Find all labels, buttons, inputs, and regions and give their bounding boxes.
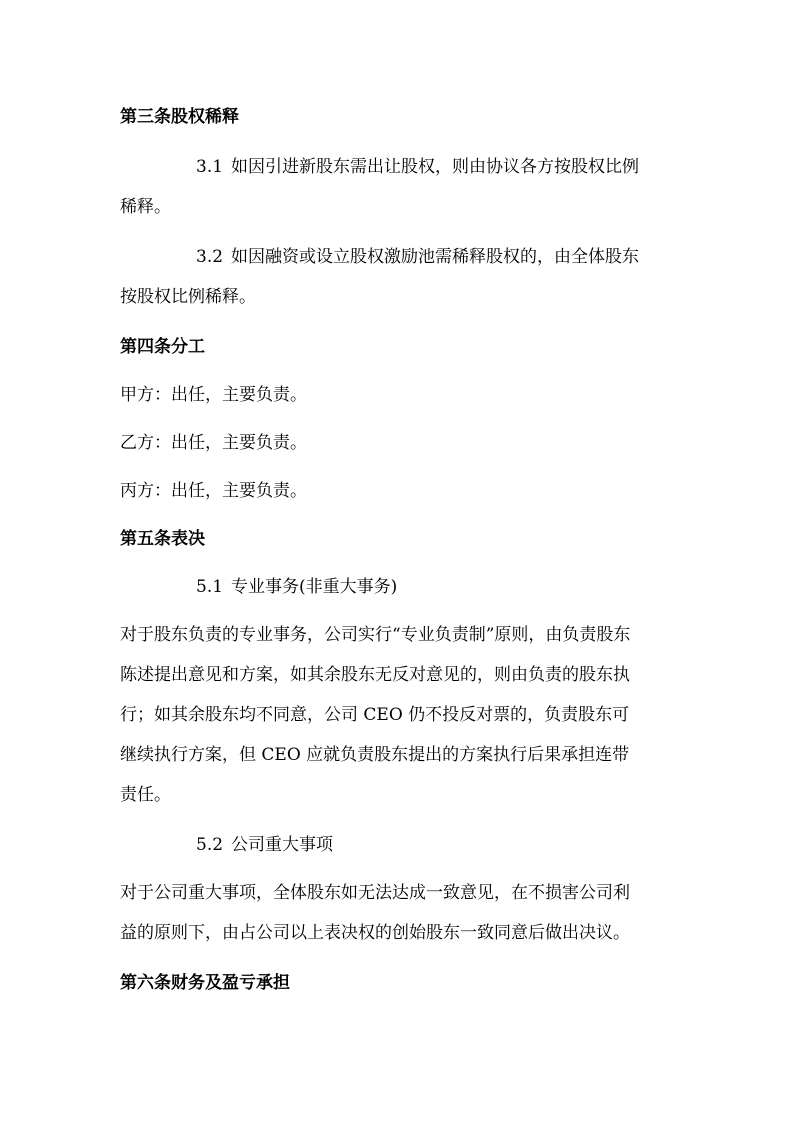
section-6-heading: 第六条财务及盈亏承担	[120, 973, 290, 993]
division-item-c: 丙方：出任，主要负责。	[120, 481, 307, 501]
section-3-heading: 第三条股权稀释	[120, 107, 239, 127]
clause-3-1-line-1	[196, 156, 639, 178]
clause-3-2-line-1	[196, 246, 639, 268]
clause-5-2-title-line	[196, 834, 333, 856]
clause-5-1-body-line-3: 行；如其余股东均不同意，公司 CEO 仍不投反对票的，负责股东可	[120, 705, 630, 725]
clause-3-2-line-2: 按股权比例稀释。	[120, 287, 256, 307]
clause-5-2-body-line-1: 对于公司重大事项，全体股东如无法达成一致意见，在不损害公司利	[120, 883, 630, 903]
clause-3-1-line-2: 稀释。	[120, 197, 171, 217]
clause-5-2-number: 5.2	[196, 835, 224, 855]
division-item-b: 乙方：出任，主要负责。	[120, 433, 307, 453]
clause-5-1-body-line-4: 继续执行方案，但 CEO 应就负责股东提出的方案执行后果承担连带	[120, 745, 630, 765]
clause-5-2-title: 公司重大事项	[231, 835, 334, 855]
clause-5-1-title: 专业事务(非重大事务)	[231, 577, 398, 597]
clause-5-1-body-line-1: 对于股东负责的专业事务，公司实行“专业负责制”原则，由负责股东	[120, 625, 631, 645]
clause-5-1-title-line	[196, 576, 397, 598]
section-4-heading: 第四条分工	[120, 337, 205, 357]
section-5-heading: 第五条表决	[120, 529, 205, 549]
clause-5-1-number: 5.1	[196, 577, 224, 597]
division-item-a: 甲方：出任，主要负责。	[120, 385, 307, 405]
clause-3-1-text: 如因引进新股东需出让股权，则由协议各方按股权比例	[231, 157, 640, 177]
clause-5-2-body-line-2: 益的原则下，由占公司以上表决权的创始股东一致同意后做出决议。	[120, 923, 630, 943]
clause-5-1-body-line-2: 陈述提出意见和方案，如其余股东无反对意见的，则由负责的股东执	[120, 665, 630, 685]
clause-3-2-text: 如因融资或设立股权激励池需稀释股权的，由全体股东	[231, 247, 640, 267]
clause-3-1-number: 3.1	[196, 157, 224, 177]
clause-5-1-body-line-5: 责任。	[120, 785, 171, 805]
clause-3-2-number: 3.2	[196, 247, 224, 267]
